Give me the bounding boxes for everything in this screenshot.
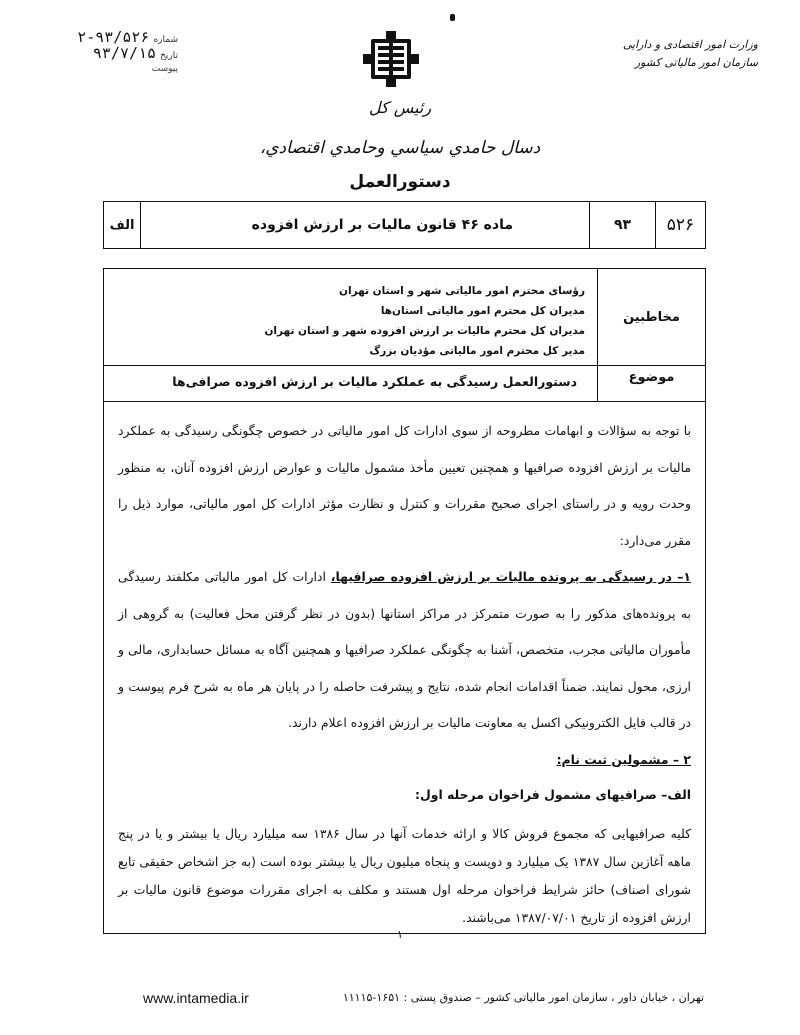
- attachment-row: [58, 62, 178, 78]
- directive-number: ۵۲۶: [655, 202, 705, 248]
- item1-text: ادارات کل امور مالیاتی مکلفند رسیدگی به پرونده‌های مذکور را به صورت متمرکز در مراکز استانها (بدون در نظر گرفتن محل فعالیت) به گروهی از مأموران مالیاتی مجرب، متخصص، آشنا به چگونگی عملکرد صرافیها و همچنین آگاه به مسائل حسابداری، مالی و ارزی، محول نمایند. ضمناً اقدامات انجام شده، نتایج و پیشرفت حاصله را در پایان هر ماه به شرح فرم پیوست و در قالب فایل الکترونیکی اکسل به معاونت مالیات بر ارزش افزوده اعلام دارند.: [118, 569, 691, 730]
- directive-year: ۹۳: [589, 202, 655, 248]
- item2a-paragraph: کلیه صرافیهایی که مجموع فروش کالا و ارائه خدمات آنها در سال ۱۳۸۶ سه میلیارد ریال یا بیشتر و یا در پنج ماهه آغازین سال ۱۳۸۷ یک میلیارد و دویست و پنجاه میلیون ریال یا بیشتر بوده است (به جز اشخاص حقیقی تابع شورای اصناف) حائز شرایط فراخوان مرحله اول هستند و مکلف به اجرای مقررات موضوع قانون مالیات بر ارزش افزوده از تاریخ ۱۳۸۷/۰۷/۰۱ می‌باشند.: [118, 825, 691, 925]
- item1-paragraph: [118, 559, 691, 742]
- ministry-name: وزارت امور اقتصادی و دارایی: [622, 38, 758, 51]
- item1-heading: ۱– در رسیدگی به پرونده مالیات بر ارزش افزوده صرافیها،: [330, 569, 691, 584]
- footer-address: تهران ، خیابان داور ، سازمان امور مالیاتی کشور – صندوق پستی : ۱۶۵۱-۱۱۱۱۵: [342, 991, 704, 1004]
- intro-paragraph: با توجه به سؤالات و ابهامات مطروحه از سوی ادارات کل امور مالیاتی در خصوص چگونگی رسیدگی به عملکرد مالیات بر ارزش افزوده صرافیها و همچنین تعیین مأخذ مشمول مالیات و عوارض ارزش افزوده آنان، به منظور وحدت رویه و در راستای اجرای صحیح مقررات و کنترل و نظارت مؤثر ادارات کل امور مالیاتی، موارد ذیل را مقرر می‌دارد:: [118, 423, 691, 548]
- addressee-item: رؤسای محترم امور مالیاتی شهر و استان تهران: [339, 285, 585, 297]
- footer-website[interactable]: www.intamedia.ir: [143, 990, 249, 1006]
- ministry-block: [528, 36, 758, 72]
- subject-label: موضوع: [597, 366, 705, 401]
- date-label: تاریخ: [160, 51, 178, 61]
- letter-meta: [58, 30, 178, 78]
- number-label: شماره: [153, 35, 178, 45]
- item2a-heading: الف– صرافیهای مشمول فراخوان مرحله اول:: [415, 786, 691, 802]
- addressee-item: مدیر کل محترم امور مالیاتی مؤدیان بزرگ: [369, 345, 585, 357]
- item2-heading: [118, 742, 691, 778]
- title-box: [103, 201, 706, 249]
- directive-title: ماده ۴۶ قانون مالیات بر ارزش افزوده: [140, 202, 589, 248]
- scan-mark: [450, 14, 455, 21]
- addressees-label: مخاطبين: [597, 269, 705, 365]
- addressees-list: [264, 281, 585, 361]
- addressee-item: مدیران کل محترم امور مالیاتی استان‌ها: [380, 305, 585, 317]
- attachment-label: پیوست: [151, 64, 178, 74]
- addressee-item: مدیران کل محترم مالیات بر ارزش افزوده شهر و استان تهران: [264, 325, 585, 337]
- letter-date-row: [58, 46, 178, 62]
- directive-series: الف: [109, 217, 135, 233]
- main-box: [103, 268, 706, 934]
- letter-number: ۲-۹۳/۵۲۶: [77, 28, 150, 46]
- addressees-row: [104, 269, 705, 366]
- subject-text: دستورالعمل رسیدگی به عملکرد مالیات بر ارزش افزوده صرافی‌ها: [172, 374, 577, 389]
- document-type: دستورالعمل: [349, 172, 451, 192]
- council-line: دسال حامدي سياسي وحامدي اقتصادي،: [259, 138, 541, 158]
- letter-date: ۹۳/۷/۱۵: [92, 44, 157, 62]
- item2-heading-text: ۲ – مشمولین ثبت نام:: [556, 751, 691, 767]
- body-text: [118, 413, 691, 932]
- organization-name: سازمان امور مالیاتی کشور: [634, 56, 758, 69]
- head-title: رئیس کل: [368, 98, 432, 117]
- page-number: ۱: [397, 928, 403, 941]
- subject-row: [104, 366, 705, 402]
- emblem-logo: [362, 30, 420, 88]
